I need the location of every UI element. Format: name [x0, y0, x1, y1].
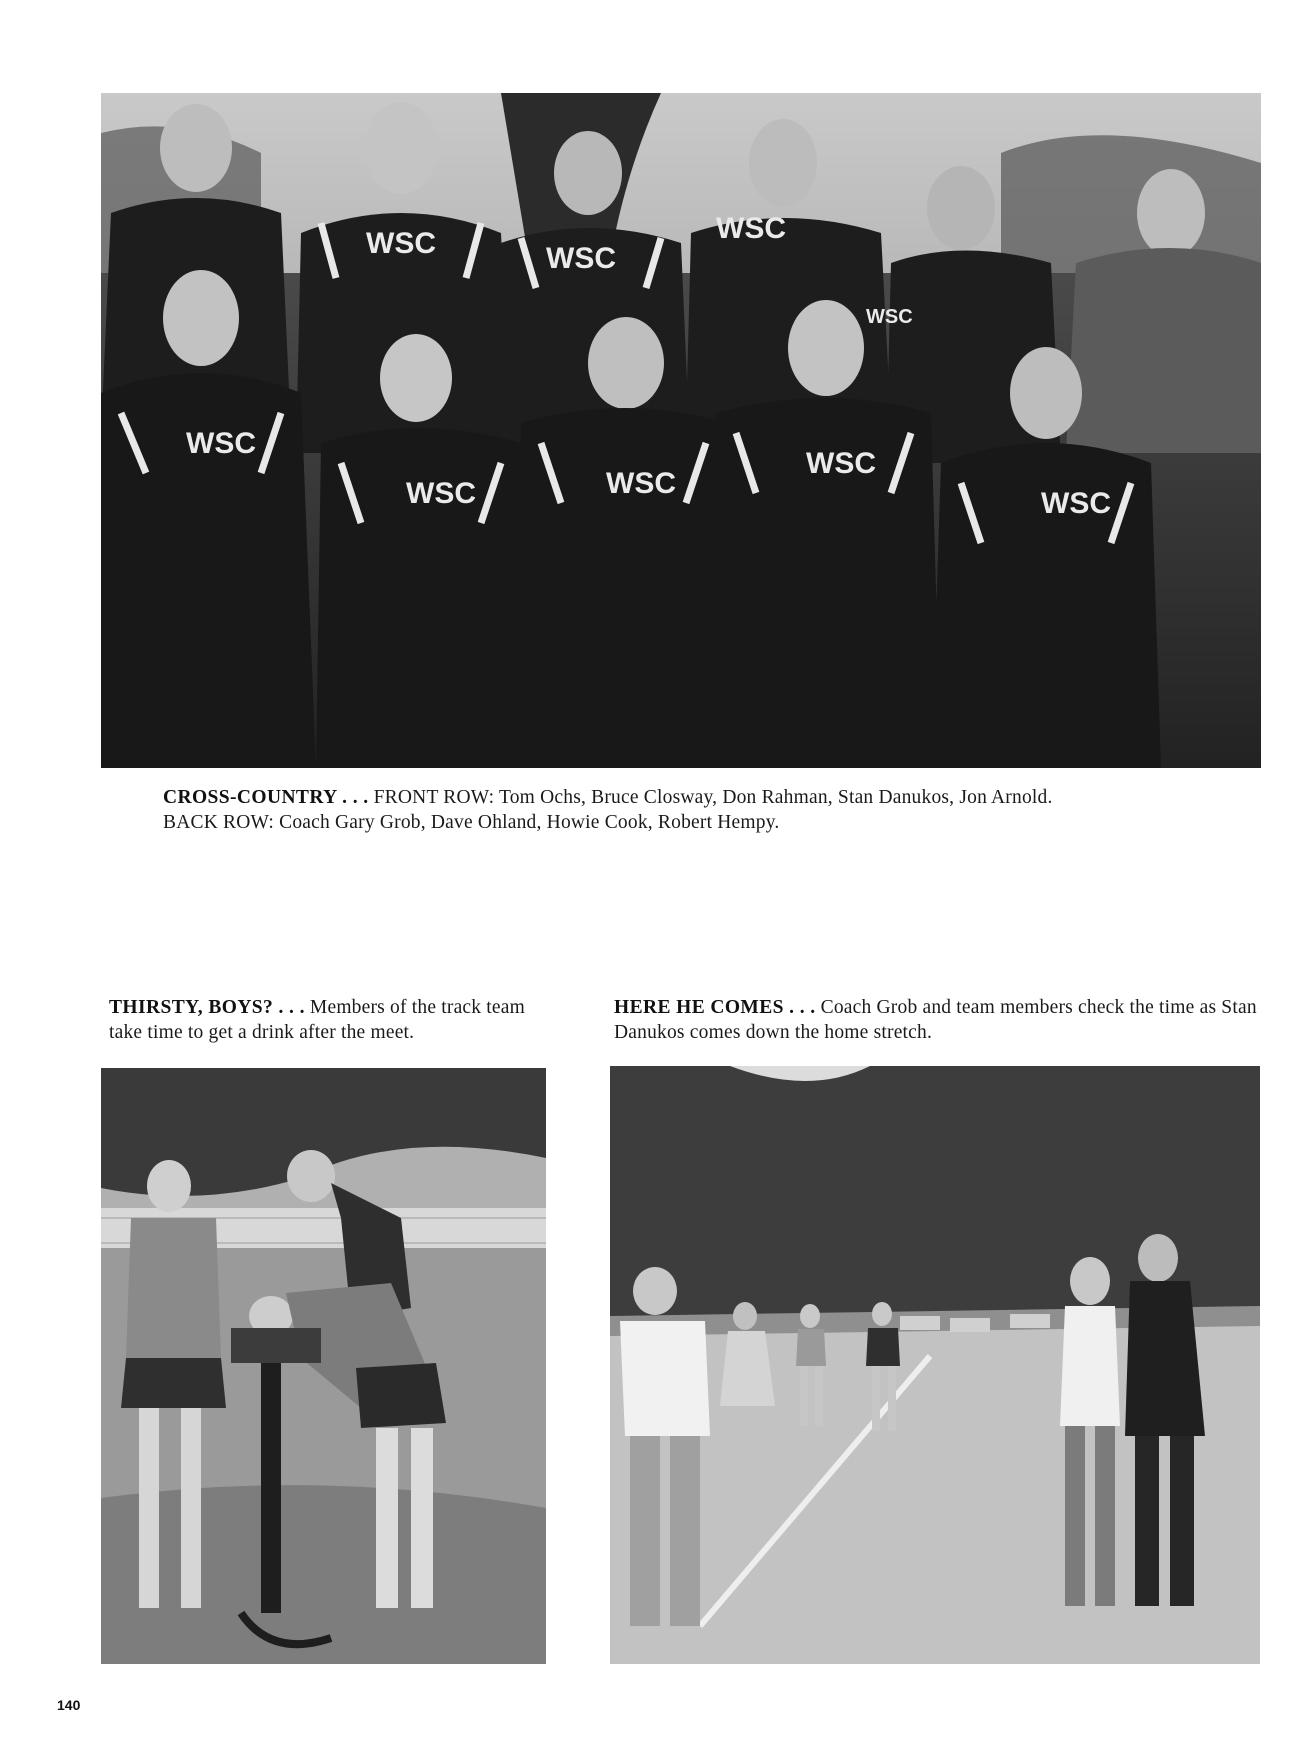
jacket-lettering: WSC: [716, 212, 786, 245]
jacket-lettering: WSC: [806, 447, 876, 480]
caption-back-row: BACK ROW: Coach Gary Grob, Dave Ohland, Howie Cook, Robert Hempy.: [163, 812, 780, 833]
caption-lead: CROSS-COUNTRY . . .: [163, 787, 369, 808]
jacket-lettering: WSC: [366, 227, 436, 260]
page-number: 140: [57, 1697, 81, 1713]
caption-front-row: FRONT ROW: Tom Ochs, Bruce Closway, Don Rahman, Stan Danukos, Jon Arnold.: [373, 787, 1053, 808]
team-photo-caption: [163, 785, 1223, 835]
home-stretch-photo: [610, 1066, 1260, 1664]
run-photo-caption: [614, 995, 1264, 1045]
jacket-lettering: WSC: [406, 477, 476, 510]
jacket-lettering: WSC: [1041, 487, 1111, 520]
cross-country-team-photo: [101, 93, 1261, 768]
caption-text: Coach Grob and team members check the time as Stan Danukos comes down the home stretch.: [614, 997, 1257, 1043]
jacket-lettering: WSC: [866, 306, 913, 328]
drink-photo-caption: [109, 995, 549, 1045]
caption-lead: HERE HE COMES . . .: [614, 997, 816, 1018]
drinking-fountain-photo: [101, 1068, 546, 1664]
jacket-lettering: WSC: [186, 427, 256, 460]
caption-lead: THIRSTY, BOYS? . . .: [109, 997, 305, 1018]
caption-text: Members of the track team take time to get a drink after the meet.: [109, 997, 526, 1043]
jacket-lettering: WSC: [546, 242, 616, 275]
jacket-lettering: WSC: [606, 467, 676, 500]
